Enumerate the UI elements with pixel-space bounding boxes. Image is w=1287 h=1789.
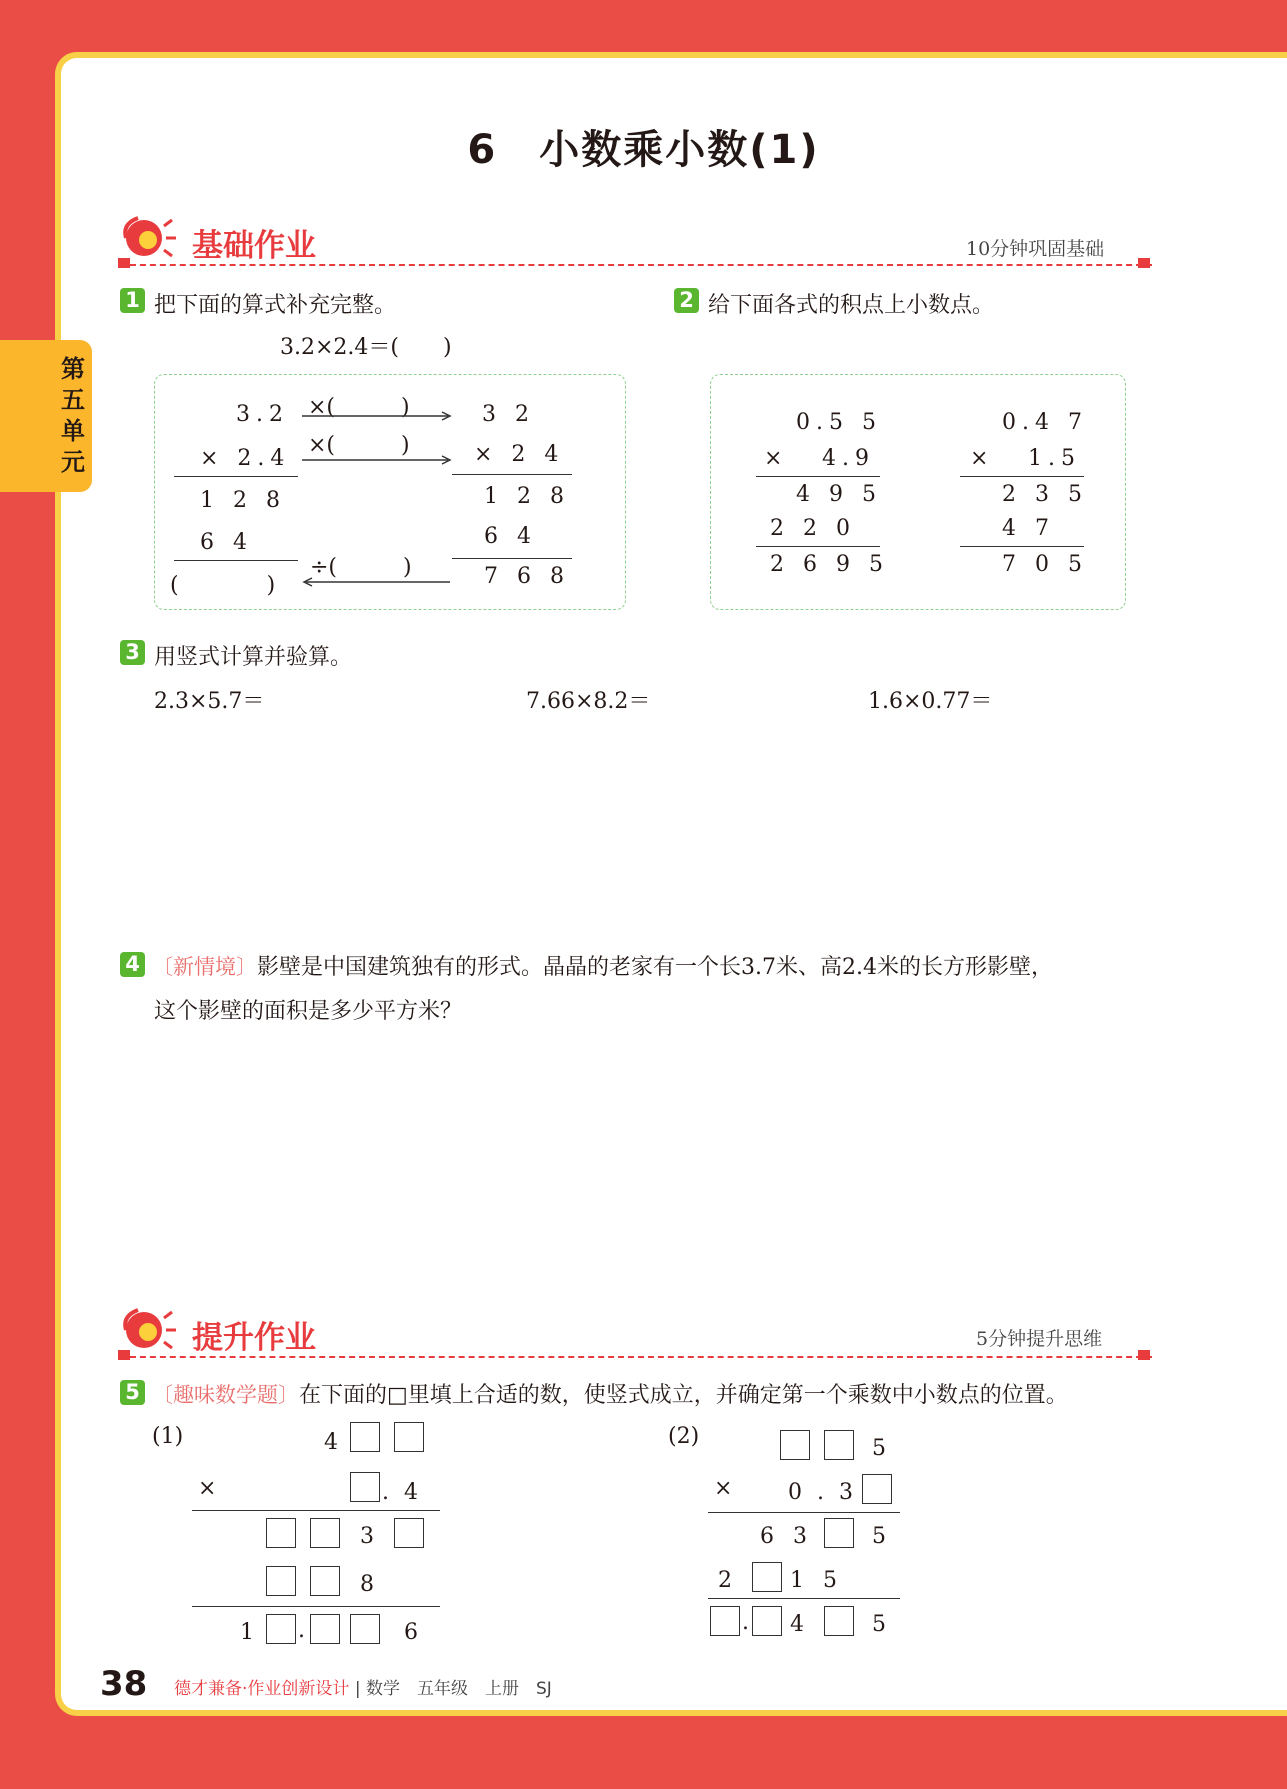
q5-p2-result-mid: 4 (790, 1612, 810, 1637)
q2-right-factor-a: 0.4 7 (1002, 410, 1088, 435)
q4-line-1 (152, 950, 1053, 981)
digit-blank-box[interactable] (824, 1430, 854, 1460)
digit-blank-box[interactable] (266, 1566, 296, 1596)
q1-right-partial-2: 6 4 (484, 524, 537, 549)
question-number-badge: 5 (120, 1380, 145, 1405)
q5-p2-factor-b-head: 0 . 3 (788, 1480, 857, 1505)
q5-p2-factor-a-tail: 5 (872, 1436, 892, 1461)
q5-p2-operator: × (714, 1476, 739, 1501)
digit-blank-box[interactable] (752, 1562, 782, 1592)
digit-blank-box[interactable] (350, 1472, 380, 1502)
q3-item-2: 7.66×8.2＝ (526, 689, 651, 714)
digit-blank-box[interactable] (310, 1518, 340, 1548)
q1-left-rule-2 (174, 560, 298, 561)
q2-right-partial-1: 2 3 5 (1002, 482, 1088, 507)
footer-brand: 德才兼备·作业创新设计 (174, 1679, 350, 1699)
section-advanced-subtitle: 5分钟提升思维 (976, 1328, 1103, 1350)
digit-blank-box[interactable] (350, 1614, 380, 1644)
section-advanced-divider (120, 1356, 1152, 1358)
page-number: 38 (100, 1664, 148, 1704)
q3-item-1: 2.3×5.7＝ (154, 689, 265, 714)
q1-prompt: 把下面的算式补充完整。 (154, 293, 397, 318)
q5-p2-partial-1-tail: 5 (872, 1524, 892, 1549)
q2-right-operator: × (970, 446, 995, 471)
q5-p1-result-tail: 6 (404, 1620, 424, 1645)
q5-p1-result-dot: . (298, 1618, 305, 1643)
q1-arrow-3-label[interactable]: ÷( ) (310, 555, 412, 580)
q5-p1-factor-b-tail: . 4 (382, 1480, 422, 1505)
q5-p2-rule-1 (708, 1512, 900, 1513)
q5-p1-result-head: 1 (240, 1620, 260, 1645)
q2-left-operator: × (764, 446, 789, 471)
divider-end-mark (1138, 258, 1150, 268)
q3-item-3: 1.6×0.77＝ (868, 689, 993, 714)
section-basic-title: 基础作业 (192, 228, 316, 264)
digit-blank-box[interactable] (824, 1606, 854, 1636)
q5-p2-partial-2-head: 2 (718, 1568, 738, 1593)
q2-left-rule-1 (756, 476, 880, 477)
q1-left-result[interactable]: ( ) (170, 573, 276, 598)
question-number-badge: 1 (120, 288, 145, 313)
q4-line-2: 这个影壁的面积是多少平方米？ (154, 999, 463, 1024)
q1-left-rule-1 (174, 476, 298, 477)
divider-start-mark (118, 1350, 130, 1360)
section-basic-subtitle: 10分钟巩固基础 (966, 238, 1105, 260)
q1-equation: 3.2×2.4＝( ) (280, 335, 452, 360)
page-title: 6 小数乘小数(1) (467, 127, 820, 173)
digit-blank-box[interactable] (350, 1422, 380, 1452)
q5-p1-factor-a-digit: 4 (324, 1430, 344, 1455)
q5-p2-rule-2 (708, 1598, 900, 1599)
divider-end-mark (1138, 1350, 1150, 1360)
q2-right-result: 7 0 5 (1002, 552, 1088, 577)
digit-blank-box[interactable] (310, 1566, 340, 1596)
q5-p1-partial-1-digit: 3 (360, 1524, 380, 1549)
footer-brand-line (174, 1674, 552, 1699)
q5-p2-result-tail: 5 (872, 1612, 892, 1637)
section-advanced-title: 提升作业 (192, 1320, 316, 1356)
divider-start-mark (118, 258, 130, 268)
footer-info: | 数学 五年级 上册 SJ (354, 1679, 552, 1699)
digit-blank-box[interactable] (780, 1430, 810, 1460)
digit-blank-box[interactable] (862, 1474, 892, 1504)
left-arrow-icon (298, 576, 454, 588)
q5-part-2-label: (2) (668, 1424, 700, 1449)
digit-blank-box[interactable] (394, 1518, 424, 1548)
q2-left-factor-a: 0.5 5 (796, 410, 882, 435)
digit-blank-box[interactable] (394, 1422, 424, 1452)
q1-left-factor-b: × 2.4 (200, 446, 291, 471)
q1-left-partial-1: 1 2 8 (200, 488, 286, 513)
lamp-icon (118, 1302, 178, 1354)
q2-left-rule-2 (756, 546, 880, 547)
q5-p1-rule-1 (192, 1510, 440, 1511)
digit-blank-box[interactable] (310, 1614, 340, 1644)
question-number-badge: 3 (120, 640, 145, 665)
q2-right-factor-b: 1.5 (1028, 446, 1081, 471)
digit-blank-box[interactable] (266, 1518, 296, 1548)
q2-left-partial-2: 2 2 0 (770, 516, 856, 541)
section-basic-divider (120, 264, 1152, 266)
q2-left-factor-b: 4.9 (822, 446, 875, 471)
q1-right-partial-1: 1 2 8 (484, 484, 570, 509)
q2-right-partial-2: 4 7 (1002, 516, 1055, 541)
q4-text: 影壁是中国建筑独有的形式。晶晶的老家有一个长3.7米、高2.4米的长方形影壁， (257, 955, 1053, 980)
q1-right-factor-a: 3 2 (482, 402, 535, 427)
q5-p1-partial-2-digit: 8 (360, 1572, 380, 1597)
digit-blank-box[interactable] (752, 1606, 782, 1636)
q5-tag: 〔趣味数学题〕 (152, 1383, 299, 1407)
q2-right-rule-1 (960, 476, 1084, 477)
digit-blank-box[interactable] (266, 1614, 296, 1644)
q1-right-rule-2 (452, 558, 572, 559)
q5-p2-partial-1-head: 6 3 (760, 1524, 813, 1549)
q4-tag: 〔新情境〕 (152, 955, 257, 979)
q1-left-partial-2: 6 4 (200, 530, 253, 555)
q5-line (152, 1378, 1068, 1409)
digit-blank-box[interactable] (710, 1606, 740, 1636)
digit-blank-box[interactable] (824, 1518, 854, 1548)
q5-p2-partial-2-mid: 1 5 (790, 1568, 843, 1593)
q5-p1-operator: × (198, 1476, 223, 1501)
q2-left-result: 2 6 9 5 (770, 552, 889, 577)
right-arrow-icon (300, 454, 456, 466)
q5-p1-rule-2 (192, 1606, 440, 1607)
q1-left-factor-a: 3.2 (236, 402, 289, 427)
right-arrow-icon (300, 410, 456, 422)
q5-p2-result-dot: . (742, 1610, 749, 1635)
question-number-badge: 4 (120, 952, 145, 977)
q1-right-result: 7 6 8 (484, 564, 570, 589)
q1-right-rule-1 (452, 474, 572, 475)
q1-right-factor-b: × 2 4 (474, 442, 565, 467)
q2-prompt: 给下面各式的积点上小数点。 (708, 293, 995, 318)
q5-text: 在下面的□里填上合适的数，使竖式成立，并确定第一个乘数中小数点的位置。 (299, 1383, 1068, 1408)
q1-arrow-1-label[interactable]: ×( ) (308, 395, 410, 420)
q2-left-partial-1: 4 9 5 (796, 482, 882, 507)
q1-arrow-2-label[interactable]: ×( ) (308, 433, 410, 458)
question-number-badge: 2 (674, 288, 699, 313)
q5-part-1-label: (1) (152, 1424, 184, 1449)
unit-tab-label: 第五单元 (61, 355, 85, 476)
lamp-icon (118, 210, 178, 262)
q2-right-rule-2 (960, 546, 1084, 547)
q3-prompt: 用竖式计算并验算。 (154, 645, 353, 670)
